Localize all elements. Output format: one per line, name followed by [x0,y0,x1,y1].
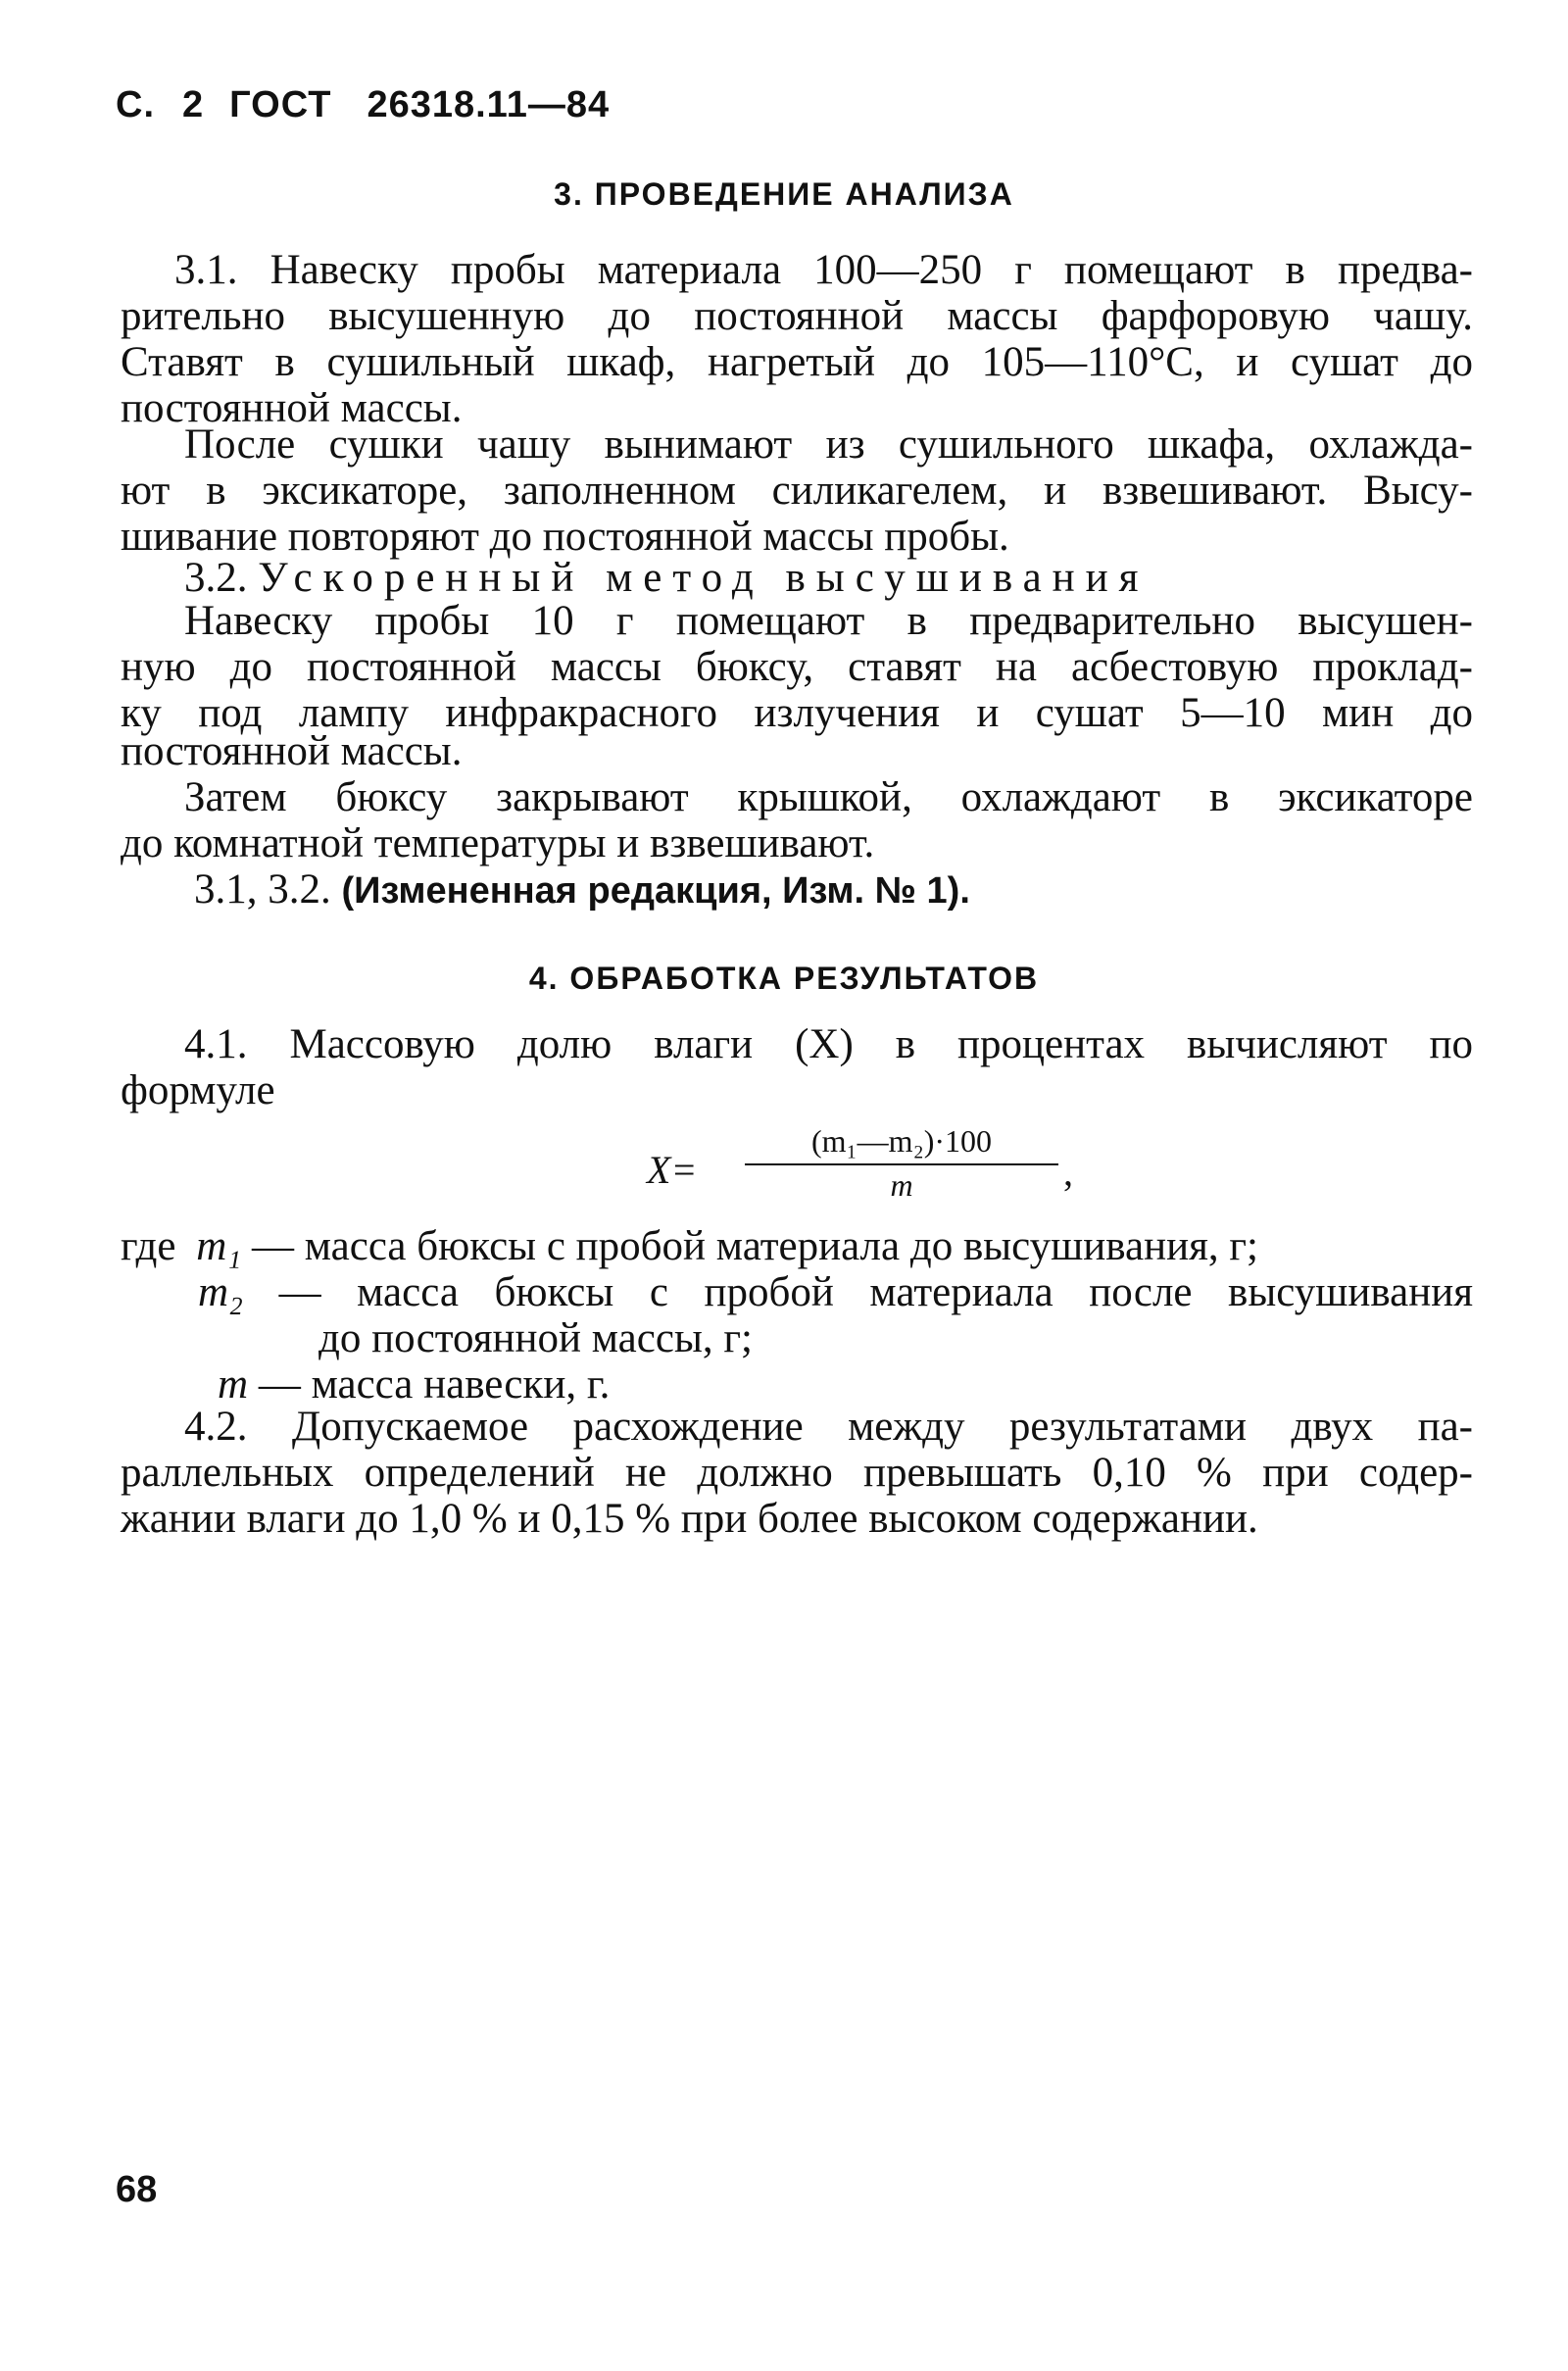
paragraph-line: После сушки чашу вынимают из сушильного шкафа, охлажда- [184,421,1473,468]
var-m2: m₂ [198,1269,244,1315]
paragraph-line: раллельных определений не должно превышать 0,10 % при содер- [121,1450,1473,1496]
paragraph-line: рительно высушенную до постоянной массы фарфоровую чашу. [121,293,1473,339]
page-header [116,84,610,126]
var-m-desc: — масса навески, г. [258,1361,611,1408]
header-prefix: С. [116,84,155,125]
paragraph-line: ную до постоянной массы бюксу, ставят на асбестовую проклад- [121,644,1473,690]
header-gost: ГОСТ [229,84,332,125]
var-m1: m₁ [196,1223,242,1269]
amendment-note [194,866,1546,914]
paragraph-line: Затем бюксу закрывают крышкой, охлаждают в эксикаторе [184,774,1473,820]
formula-lhs: X= [647,1148,698,1192]
paragraph-line: Навеску пробы 10 г помещают в предварительно высушен- [184,598,1473,644]
paragraph-line: формуле [121,1067,275,1113]
amendment-ref: 3.1, 3.2. [194,866,331,913]
paragraph-line: Ставят в сушильный шкаф, нагретый до 105—110°С, и сушат до [121,339,1473,385]
where-m [218,1361,610,1408]
paragraph-line: 4.2. Допускаемое расхождение между результатами двух па- [184,1404,1473,1450]
paragraph-line: ют в эксикаторе, заполненном силикагелем, и взвешивают. Высу- [121,468,1473,514]
where-intro: где [121,1223,176,1269]
method-heading-number: 3.2. [184,555,248,601]
paragraph-line: ку под лампу инфракрасного излучения и сушат 5—10 мин до [121,690,1473,736]
fraction-bar [745,1163,1058,1165]
paragraph-line: постоянной массы. [121,385,463,431]
where-m1 [121,1223,1258,1269]
where-m2 [198,1269,1473,1315]
var-m1-desc: — масса бюксы с пробой материала до высушивания, г; [251,1223,1259,1269]
formula-numerator: (m₁—m₂)·100 [810,1123,993,1159]
section-3-title: 3. ПРОВЕДЕНИЕ АНАЛИЗА [554,176,1014,212]
paragraph-line: до комнатной температуры и взвешивают. [121,820,875,866]
var-m2-desc: — масса бюксы с пробой материала после высушивания [278,1269,1473,1315]
method-heading-text: Ускоренный метод высушивания [258,555,1150,601]
section-4-title: 4. ОБРАБОТКА РЕЗУЛЬТАТОВ [528,961,1040,996]
header-page: 2 [182,84,205,125]
paragraph-line: шивание повторяют до постоянной массы пробы. [121,514,1009,560]
header-number: 26318.11—84 [367,84,611,125]
method-heading [184,555,1537,601]
paragraph-line: 4.1. Массовую долю влаги (X) в процентах вычисляют по [184,1021,1473,1067]
var-m: m [218,1361,249,1408]
formula-fraction [745,1123,1058,1204]
formula-trail: , [1063,1150,1073,1194]
paragraph-line: постоянной массы. [121,728,463,774]
paragraph-line: 3.1. Навеску пробы материала 100—250 г помещают в предва- [174,247,1473,293]
paragraph-line: жании влаги до 1,0 % и 0,15 % при более высоком содержании. [121,1496,1258,1542]
where-m2-cont: до постоянной массы, г; [318,1315,753,1361]
page-number: 68 [116,2169,158,2210]
formula-denominator: m [890,1167,913,1203]
amendment-text: (Измененная редакция, Изм. № 1). [341,870,970,912]
